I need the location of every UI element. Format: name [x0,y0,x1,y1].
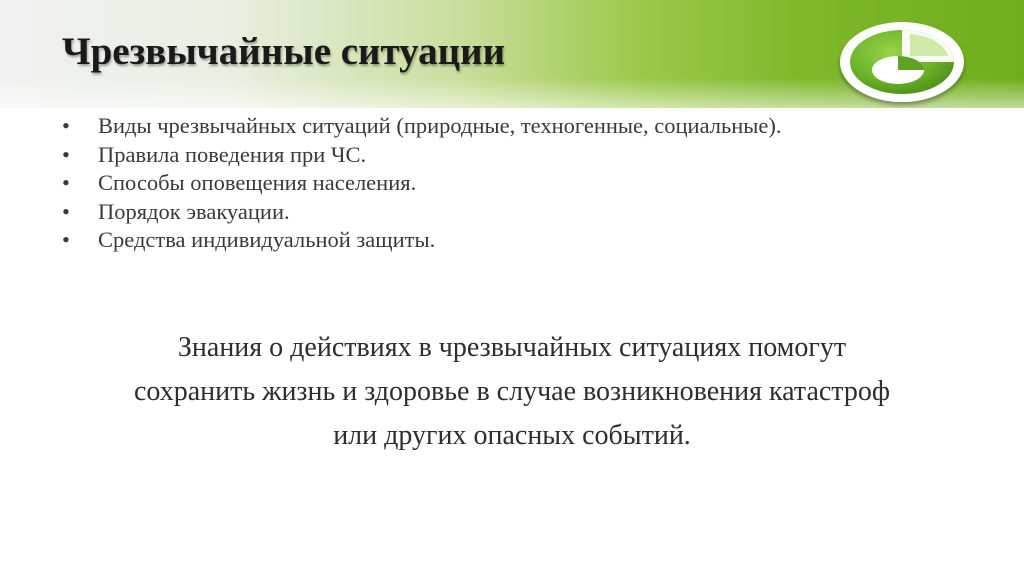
bullet-text: Порядок эвакуации. [98,198,290,224]
bullet-text: Способы оповещения населения. [98,170,417,195]
list-item [62,198,1002,227]
slide-title: Чрезвычайные ситуации [62,30,506,73]
pie-chart-logo-icon [836,12,976,108]
list-item [62,169,1002,198]
bullet-text: Средства индивидуальной защиты. [98,227,436,252]
summary-line: или других опасных событий. [333,420,691,451]
bullet-text: Правила поведения при ЧС. [98,141,367,167]
list-item [62,226,1002,255]
summary-paragraph [40,326,984,458]
bullet-text: Виды чрезвычайных ситуаций (природные, техногенные, социальные). [98,113,782,138]
bullet-marker: • [62,198,70,224]
bullet-marker: • [62,141,70,167]
list-item [62,112,1002,141]
bullet-list [62,112,1002,255]
bullet-marker: • [62,227,70,252]
summary-line: Знания о действиях в чрезвычайных ситуациях помогут [177,332,847,363]
summary-line: сохранить жизнь и здоровье в случае возникновения катастроф [133,376,891,407]
list-item [62,141,1002,170]
bullet-marker: • [62,113,70,138]
bullet-marker: • [62,170,70,195]
